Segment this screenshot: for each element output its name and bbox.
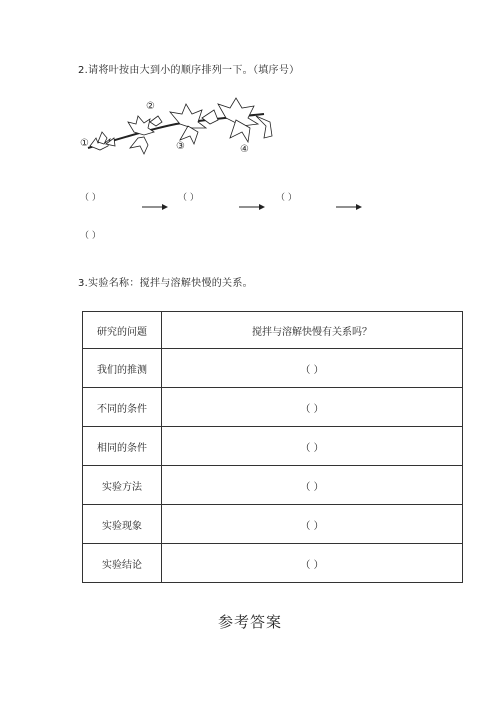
row-label: 相同的条件 [83,427,162,466]
table-row [83,505,463,544]
figure-label-2: ② [146,101,155,112]
row-answer-blank[interactable]: （ ） [162,544,463,583]
row-label: 实验结论 [83,544,162,583]
row-answer-blank[interactable]: （ ） [162,505,463,544]
arrow-right-icon [239,203,265,211]
arrow-right-icon [142,203,168,211]
row-label: 我们的推测 [83,349,162,388]
row-label: 不同的条件 [83,388,162,427]
leaf-4-illustration [218,98,272,142]
answer-blank-4[interactable]: （ ） [80,231,101,241]
leaf-1-illustration [90,132,115,150]
arrow-right-icon [336,203,362,211]
question-2-text: 2.请将叶按由大到小的顺序排列一下。（填序号） [78,65,300,76]
answer-section-title: 参考答案 [217,613,282,631]
row-answer-blank[interactable]: （ ） [162,466,463,505]
header-cell-topic: 搅拌与溶解快慢有关系吗？ [162,312,463,349]
table-row [83,466,463,505]
table-header-row [83,312,463,349]
row-answer-blank[interactable]: （ ） [162,349,463,388]
answer-blank-2[interactable]: （ ） [178,193,199,203]
row-answer-blank[interactable]: （ ） [162,388,463,427]
row-label: 实验现象 [83,505,162,544]
table-row [83,388,463,427]
question-3-text: 3.实验名称：搅拌与溶解快慢的关系。 [78,278,253,289]
figure-label-4: ④ [240,144,249,155]
table-row [83,427,463,466]
header-cell-question: 研究的问题 [83,312,162,349]
answer-blank-3[interactable]: （ ） [276,193,297,203]
table-row [83,544,463,583]
row-label: 实验方法 [83,466,162,505]
leaf-vine-figure [76,96,276,162]
row-answer-blank[interactable]: （ ） [162,427,463,466]
figure-label-1: ① [80,138,89,149]
figure-label-3: ③ [176,141,185,152]
experiment-table [82,311,463,583]
table-row [83,349,463,388]
answer-blank-1[interactable]: （ ） [80,193,101,203]
